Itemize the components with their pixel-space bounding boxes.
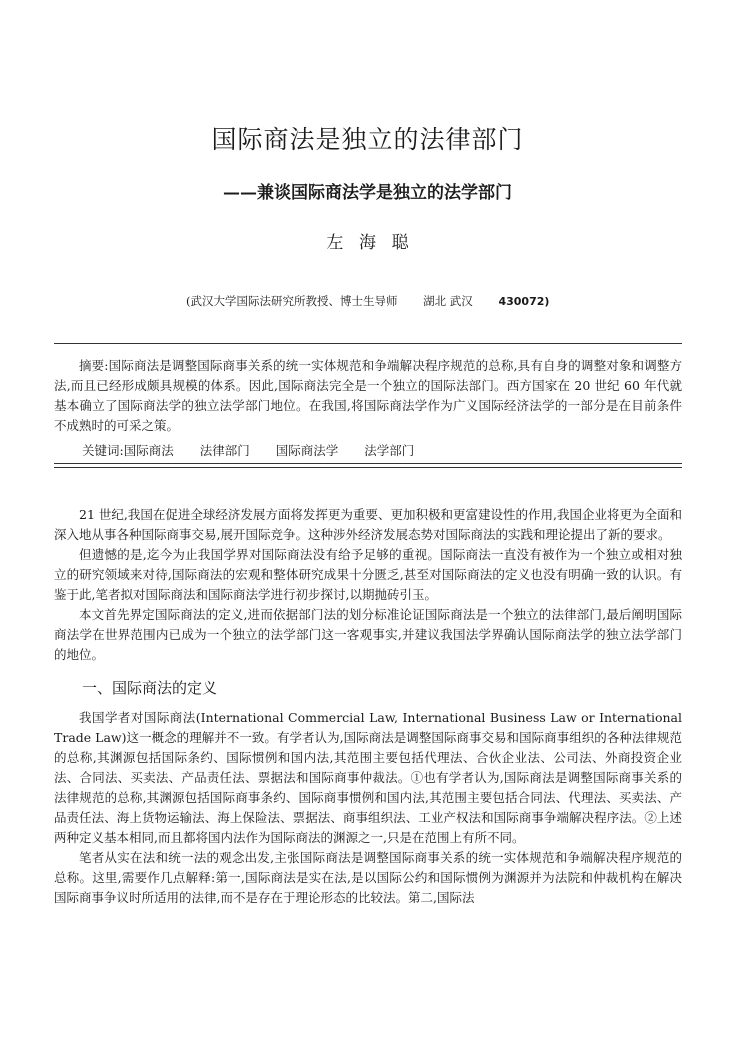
affiliation-location: 湖北 武汉	[423, 294, 473, 308]
body-paragraph: 本文首先界定国际商法的定义,进而依据部门法的划分标准论证国际商法是一个独立的法律部门,最后阐明国际商法学在世界范围内已成为一个独立的法学部门这一客观事实,并建议我国法学界确认国际商法学的独立法学部门的地位。	[54, 607, 682, 662]
body-paragraph: 笔者从实在法和统一法的观念出发,主张国际商法是调整国际商事关系的统一实体规范和争端解决程序规范的总称。这里,需要作几点解释:第一,国际商法是实在法,是以国际公约和国际惯例为渊源并为法院和仲裁机构在解决国际商事争议时所适用的法律,而不是存在于理论形态的比较法。第二,国际法	[54, 850, 682, 905]
keywords-label: 关键词:	[82, 443, 124, 458]
author-name: 左 海 聪	[326, 233, 409, 253]
abstract-bottom-rule	[54, 463, 682, 464]
body-paragraph: 但遗憾的是,迄今为止我国学界对国际商法没有给予足够的重视。国际商法一直没有被作为一个独立或相对独立的研究领域来对待,国际商法的宏观和整体研究成果十分匮乏,甚至对国际商法的定义也没有明确一致的认识。有鉴于此,笔者拟对国际商法和国际商法学进行初步探讨,以期抛砖引玉。	[54, 547, 682, 602]
abstract-top-rule	[54, 343, 682, 344]
abstract-bottom-rule-2	[54, 467, 682, 468]
affiliation-position: (武汉大学国际法研究所教授、博士生导师	[186, 294, 398, 308]
author-affiliation	[186, 293, 549, 309]
keywords	[82, 441, 440, 459]
affiliation-zip: 430072)	[498, 295, 550, 308]
keyword-item: 国际商法学	[275, 443, 339, 458]
keyword-item: 国际商法	[123, 443, 174, 458]
keyword-item: 法学部门	[364, 443, 415, 458]
article-title: 国际商法是独立的法律部门	[211, 125, 524, 154]
body-paragraph: 我国学者对国际商法(International Commercial Law, International Business Law or International Trade Law)这一概念的理解并不一致。有学者认为,国际商法是调整国际商事交易和国际商事组织的各种法律规范的总称,其渊源包括国际条约、国际惯例和国内法,其范围主要包括代理法、合伙企业法、公司法、外商投资企业法、合同法、买卖法、产品责任法、票据法和国际商事仲裁法。①也有学者认为,国际商法是调整国际商事关系的法律规范的总称,其渊源包括国际商事条约、国际商事惯例和国内法,其范围主要包括合同法、代理法、买卖法、产品责任法、海上货物运输法、海上保险法、票据法、商事组织法、工业产权法和国际商事争端解决程序法。②上述两种定义基本相同,而且都将国内法作为国际商法的渊源之一,只是在范围上有所不同。	[54, 710, 682, 845]
article-body	[54, 505, 682, 908]
body-paragraph: 21 世纪,我国在促进全球经济发展方面将发挥更为重要、更加积极和更富建设性的作用,我国企业将更为全面和深入地从事各种国际商事交易,展开国际竞争。这种涉外经济发展态势对国际商法的实践和理论提出了新的要求。	[54, 507, 682, 542]
keyword-item: 法律部门	[199, 443, 250, 458]
article-subtitle: ——兼谈国际商法学是独立的法学部门	[223, 183, 512, 203]
section-heading: 一、国际商法的定义	[82, 679, 218, 697]
abstract-text: 摘要:国际商法是调整国际商事关系的统一实体规范和争端解决程序规范的总称,具有自身的调整对象和调整方法,而且已经形成颇具规模的体系。因此,国际商法完全是一个独立的国际法部门。西方国家在 20 世纪 60 年代就基本确立了国际商法学的独立法学部门地位。在我国,将国际商法学作为广义国际经济法学的一部分是在目前条件不成熟时的可采之策。	[54, 358, 682, 433]
